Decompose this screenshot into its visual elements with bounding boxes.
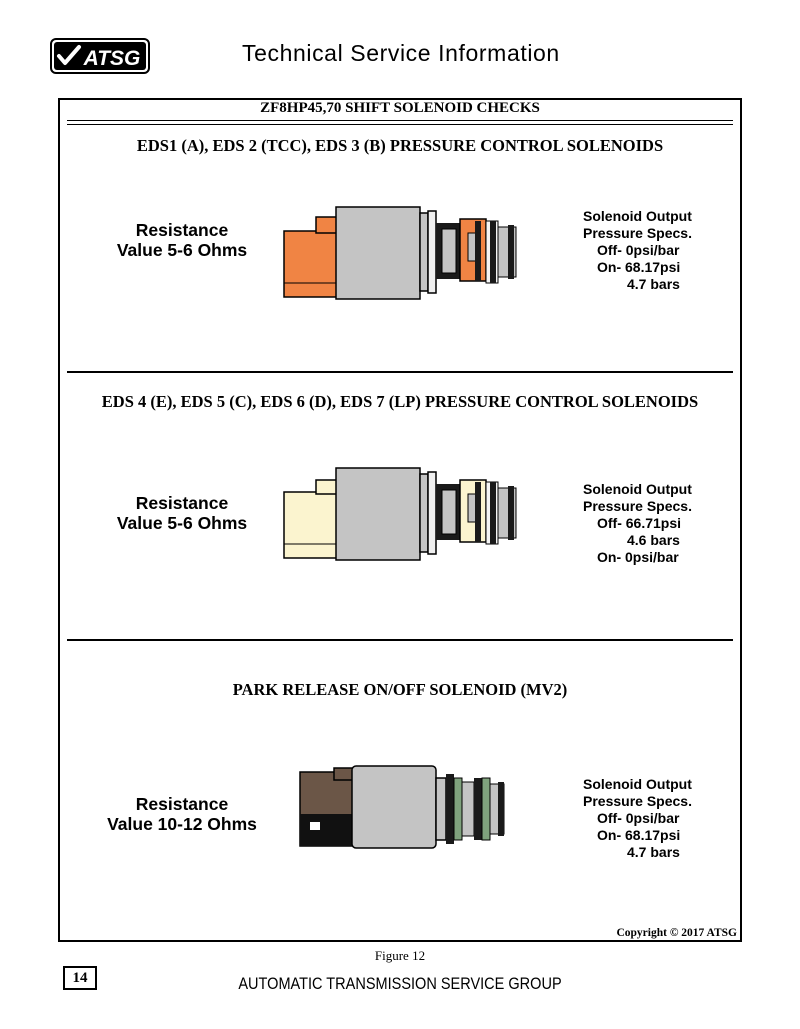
section-2-pressure-specs (583, 481, 692, 566)
specs-subheading: Pressure Specs. (583, 498, 692, 514)
title-rule-bottom (67, 124, 733, 125)
footer-organization-name: AUTOMATIC TRANSMISSION SERVICE GROUP (238, 975, 562, 993)
specs-off: Off- 0psi/bar (597, 242, 680, 258)
section-divider-1 (67, 371, 733, 373)
copyright-notice: Copyright © 2017 ATSG (616, 927, 737, 939)
specs-off: Off- 0psi/bar (597, 810, 680, 826)
resistance-value: Value 5-6 Ohms (116, 240, 248, 260)
specs-bars: 4.6 bars (627, 532, 680, 548)
specs-subheading: Pressure Specs. (583, 225, 692, 241)
resistance-value: Value 10-12 Ohms (107, 814, 257, 834)
specs-on: On- 0psi/bar (597, 549, 679, 565)
section-1-pressure-specs (583, 208, 692, 293)
section-divider-2 (67, 639, 733, 641)
specs-heading: Solenoid Output (583, 481, 692, 497)
logo-text: ATSG (83, 47, 141, 70)
resistance-label: Resistance (135, 220, 229, 240)
eds-solenoid-cream-illustration (282, 466, 528, 562)
section-3-resistance (62, 794, 302, 834)
specs-heading: Solenoid Output (583, 208, 692, 224)
specs-bars: 4.7 bars (627, 276, 680, 292)
title-rule-top (67, 120, 733, 121)
specs-bars: 4.7 bars (627, 844, 680, 860)
specs-on: On- 68.17psi (597, 259, 681, 275)
specs-subheading: Pressure Specs. (583, 793, 692, 809)
section-2-resistance (62, 493, 302, 533)
page-header-title: Technical Service Information (242, 40, 560, 66)
figure-caption: Figure 12 (374, 948, 426, 963)
park-release-solenoid-illustration (298, 764, 510, 850)
section-1-resistance (62, 220, 302, 260)
page-number: 14 (63, 966, 97, 990)
eds-solenoid-orange-illustration (282, 205, 528, 301)
document-title: ZF8HP45,70 SHIFT SOLENOID CHECKS (260, 100, 540, 116)
section-3-title: PARK RELEASE ON/OFF SOLENOID (MV2) (232, 680, 568, 699)
resistance-label: Resistance (135, 794, 229, 814)
section-3-pressure-specs (583, 776, 692, 861)
resistance-value: Value 5-6 Ohms (116, 513, 248, 533)
section-1-title: EDS1 (A), EDS 2 (TCC), EDS 3 (B) PRESSURE CONTROL SOLENOIDS (136, 136, 664, 155)
specs-off: Off- 66.71psi (597, 515, 682, 531)
section-2-title: EDS 4 (E), EDS 5 (C), EDS 6 (D), EDS 7 (LP) PRESSURE CONTROL SOLENOIDS (101, 392, 699, 411)
atsg-logo (50, 38, 150, 74)
resistance-label: Resistance (135, 493, 229, 513)
specs-on: On- 68.17psi (597, 827, 681, 843)
specs-heading: Solenoid Output (583, 776, 692, 792)
